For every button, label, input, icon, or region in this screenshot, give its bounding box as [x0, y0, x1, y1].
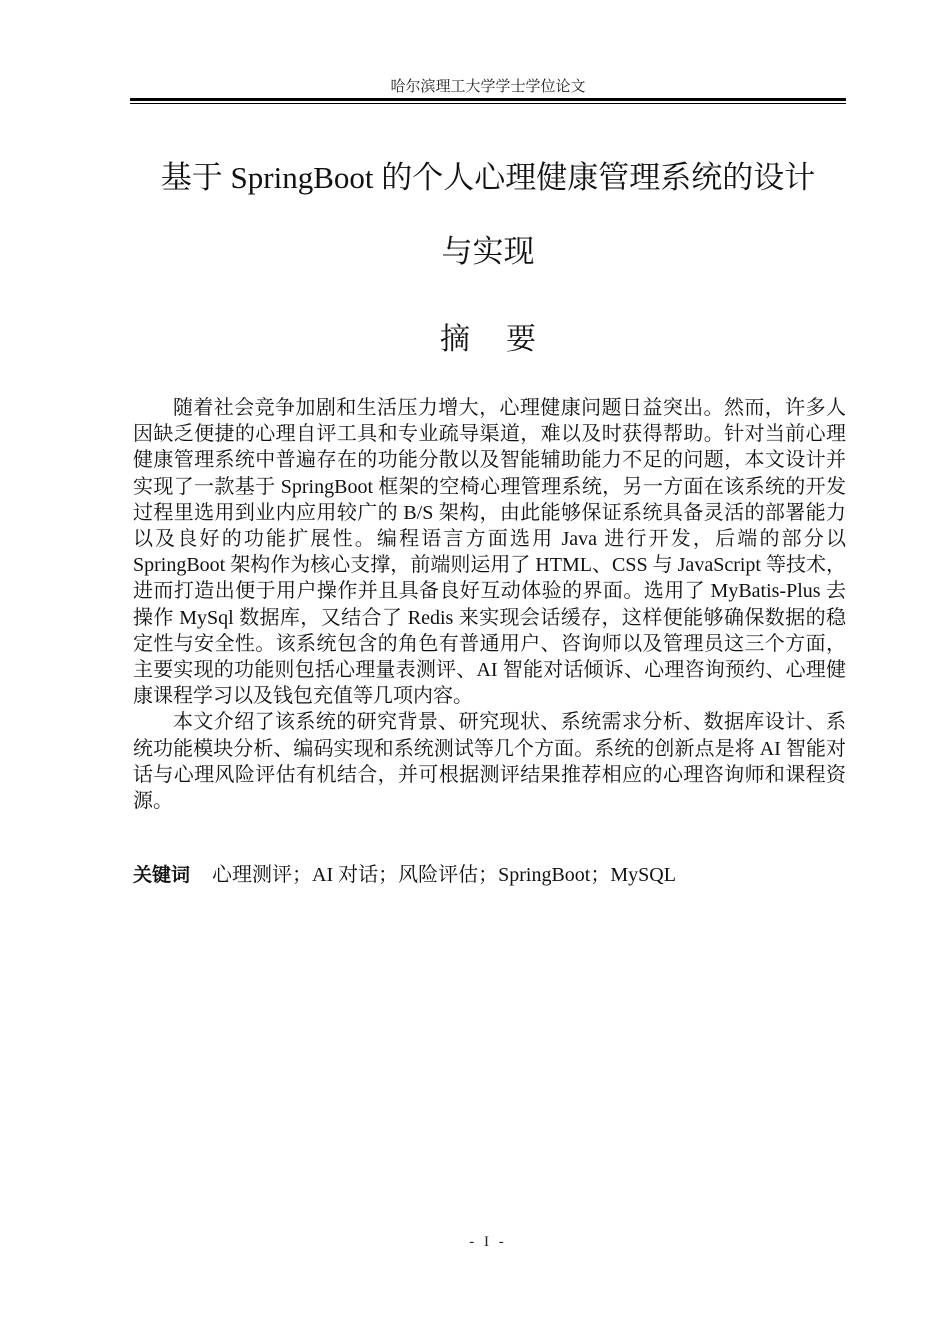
header-rule-thin: [130, 103, 846, 104]
keywords-label: 关键词: [133, 864, 191, 886]
abstract-heading: 摘要: [440, 322, 572, 357]
abstract-paragraph: 本文介绍了该系统的研究背景、研究现状、系统需求分析、数据库设计、系统功能模块分析、编码实现和系统测试等几个方面。系统的创新点是将 AI 智能对话与心理风险评估有机结合，并可根据测评结果推荐相应的心理咨询师和课程资源。: [133, 711, 846, 813]
keywords-line: [133, 862, 846, 888]
keywords-text: 心理测评；AI 对话；风险评估；SpringBoot；MySQL: [212, 864, 676, 886]
abstract-body: [133, 395, 846, 814]
header-rule-thick: [130, 98, 846, 101]
page-number: - I -: [469, 1234, 507, 1250]
thesis-title-line-2: 与实现: [441, 234, 535, 269]
thesis-title-line-1: 基于 SpringBoot 的个人心理健康管理系统的设计: [160, 160, 816, 195]
abstract-paragraph: 随着社会竞争加剧和生活压力增大，心理健康问题日益突出。然而，许多人因缺乏便捷的心理自评工具和专业疏导渠道，难以及时获得帮助。针对当前心理健康管理系统中普遍存在的功能分散以及智能辅助能力不足的问题，本文设计并实现了一款基于 SpringBoot 框架的空椅心理管理系统，另一方面在该系统的开发过程里选用到业内应用较广的 B/S 架构，由此能够保证系统具备灵活的部署能力以及良好的功能扩展性。编程语言方面选用 Java 进行开发，后端的部分以 SpringBoot 架构作为核心支撑，前端则运用了 HTML、CSS 与 JavaScript 等技术，进而打造出便于用户操作并且具备良好互动体验的界面。选用了 MyBatis-Plus 去操作 MySql 数据库，又结合了 Redis 来实现会话缓存，这样便能够确保数据的稳定性与安全性。该系统包含的角色有普通用户、咨询师以及管理员这三个方面，主要实现的功能则包括心理量表测评、AI 智能对话倾诉、心理咨询预约、心理健康课程学习以及钱包充值等几项内容。: [133, 397, 846, 708]
running-header: 哈尔滨理工大学学士学位论文: [390, 79, 586, 95]
